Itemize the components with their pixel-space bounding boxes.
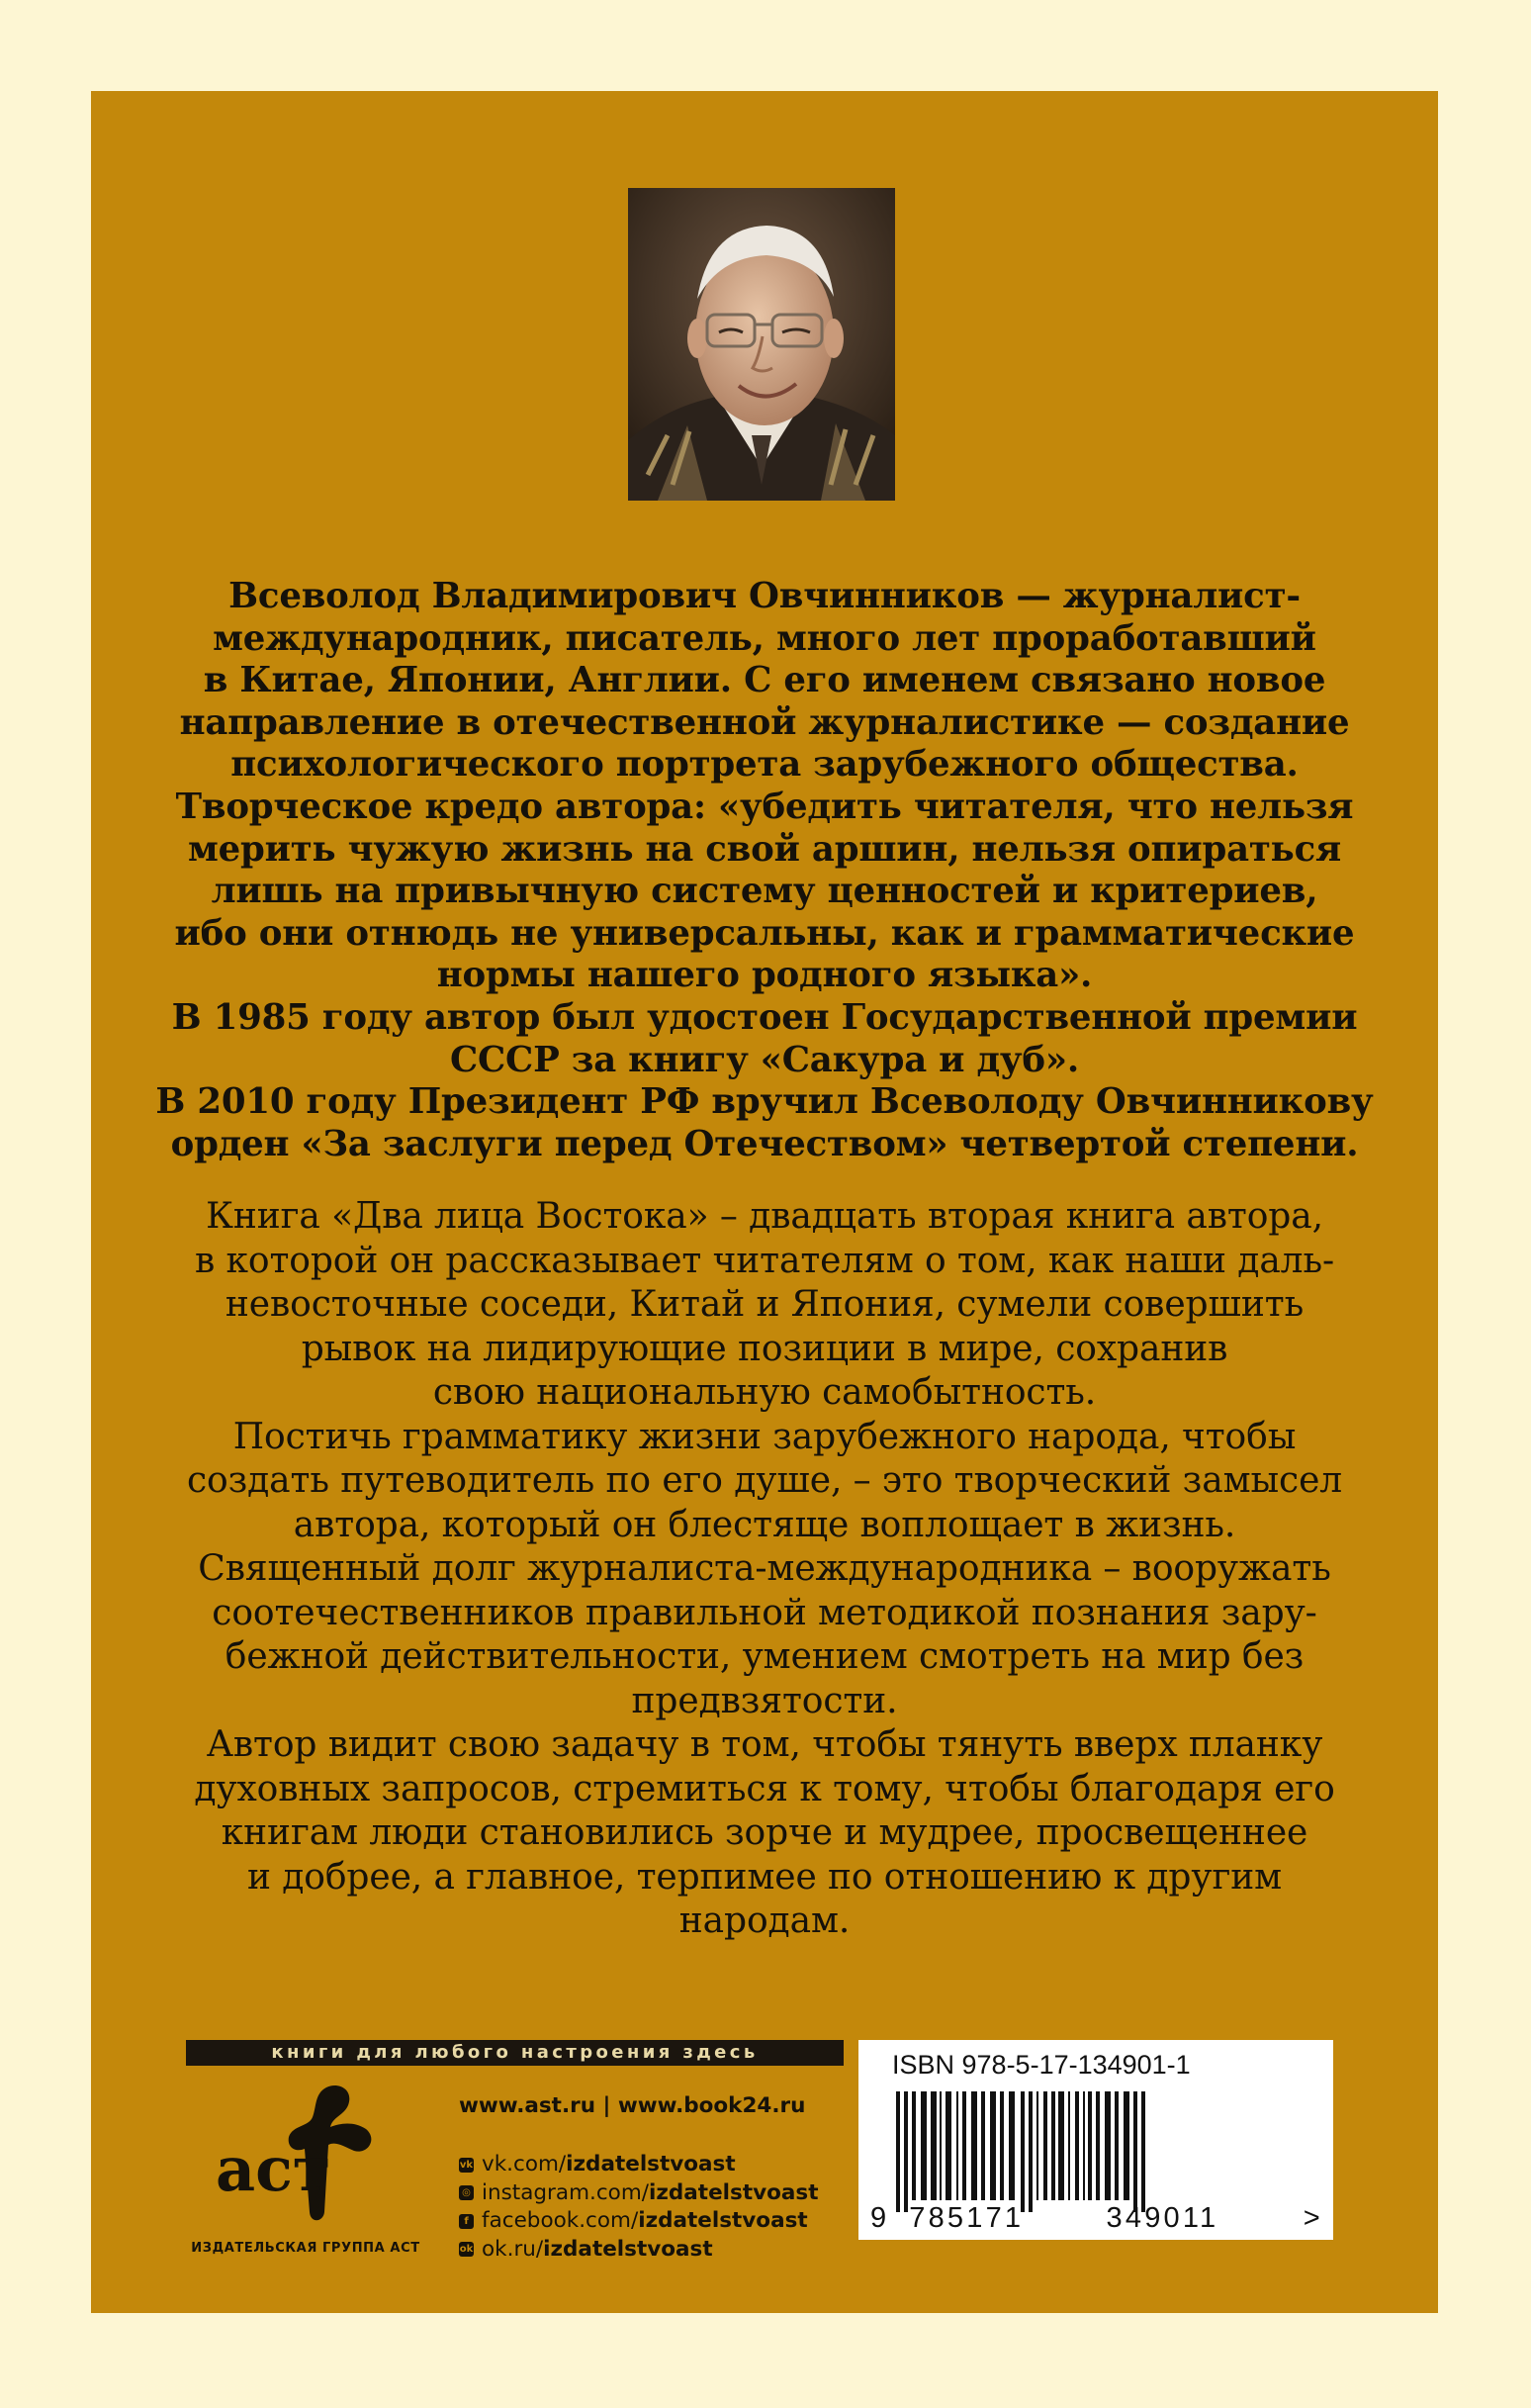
odnoklassniki-icon: ok: [459, 2244, 474, 2256]
tagline-banner: книги для любого настроения здесь: [186, 2040, 844, 2066]
description-line: рывок на лидирующие позиции в мире, сохранив: [301, 1328, 1228, 1369]
description-line: свою национальную самобытность.: [432, 1372, 1097, 1413]
description-line: предвзятости.: [631, 1680, 898, 1721]
author-bio: [150, 576, 1379, 1165]
social-link-odnoklassniki[interactable]: [459, 2236, 818, 2265]
ean-digit-group: 785171: [909, 2202, 1025, 2234]
book-back-cover: [91, 91, 1438, 2313]
social-prefix: vk.com/: [482, 2152, 567, 2176]
book-description: [150, 1195, 1379, 1944]
social-link-instagram[interactable]: [459, 2179, 818, 2208]
bio-line: лишь на привычную систему ценностей и критериев,: [211, 871, 1318, 912]
social-prefix: facebook.com/: [482, 2208, 639, 2233]
svg-text:аст: аст: [216, 2133, 331, 2205]
publisher-caption: ИЗДАТЕЛЬСКАЯ ГРУППА АСТ: [191, 2241, 420, 2256]
bio-line: направление в отечественной журналистике — создание: [179, 701, 1350, 743]
publisher-websites[interactable]: www.ast.ru | www.book24.ru: [459, 2093, 806, 2118]
social-handle: izdatelstvoast: [638, 2208, 808, 2233]
description-line: бежной действительности, умением смотреть на мир без: [225, 1636, 1305, 1677]
social-handle: izdatelstvoast: [566, 2152, 736, 2176]
description-line: соотечественников правильной методикой познания зару-: [212, 1592, 1317, 1633]
social-handle: izdatelstvoast: [649, 2179, 819, 2205]
bio-line: мерить чужую жизнь на свой аршин, нельзя опираться: [187, 828, 1342, 870]
bio-line: международник, писатель, много лет проработавший: [213, 617, 1316, 659]
description-line: невосточные соседи, Китай и Япония, сумели совершить: [225, 1284, 1305, 1325]
bio-line: в Китае, Японии, Англии. С его именем связано новое: [203, 660, 1326, 701]
description-line: автора, который он блестяще воплощает в жизнь.: [293, 1504, 1236, 1545]
bio-line: Всеволод Владимирович Овчинников — журналист-: [228, 576, 1301, 616]
vk-icon: vk: [459, 2159, 474, 2171]
social-prefix: instagram.com/: [482, 2179, 650, 2205]
social-links: [459, 2151, 818, 2264]
description-line: Автор видит свою задачу в том, чтобы тянуть вверх планку: [206, 1724, 1323, 1765]
ean-digit-group: >: [1303, 2202, 1323, 2234]
bio-line: орден «За заслуги перед Отечеством» четвертой степени.: [170, 1123, 1359, 1164]
author-photo: [628, 188, 895, 501]
bio-line: В 2010 году Президент РФ вручил Всеволоду Овчинникову: [155, 1081, 1374, 1123]
ean-digit-group: 349011: [1106, 2202, 1219, 2234]
description-line: создать путеводитель по его душе, – это творческий замысел: [186, 1460, 1343, 1501]
description-line: книгам люди становились зорче и мудрее, просвещеннее: [221, 1812, 1308, 1853]
description-line: Священный долг журналиста-международника – вооружать: [198, 1548, 1331, 1589]
ast-logo: [210, 2084, 388, 2232]
description-line: в которой он рассказывает читателям о том, как наши даль-: [194, 1240, 1335, 1281]
isbn-number: ISBN 978-5-17-134901-1: [892, 2050, 1191, 2080]
social-prefix: ok.ru/: [482, 2236, 544, 2262]
bio-line: нормы нашего родного языка».: [436, 955, 1093, 996]
instagram-icon: ◎: [459, 2185, 474, 2200]
ean-digits: [870, 2202, 1323, 2235]
ean-digit-group: 9: [870, 2202, 890, 2234]
description-line: и добрее, а главное, терпимее по отношению к другим: [246, 1856, 1283, 1898]
bio-line: СССР за книгу «Сакура и дуб».: [449, 1039, 1080, 1080]
isbn-barcode: [858, 2040, 1333, 2240]
social-link-facebook[interactable]: [459, 2207, 818, 2236]
description-line: Постичь грамматику жизни зарубежного народа, чтобы: [232, 1416, 1297, 1457]
bio-line: психологического портрета зарубежного общества.: [230, 744, 1299, 786]
social-handle: izdatelstvoast: [543, 2236, 713, 2262]
description-line: Книга «Два лица Востока» – двадцать вторая книга автора,: [206, 1196, 1323, 1237]
description-line: духовных запросов, стремиться к тому, чтобы благодаря его: [194, 1768, 1335, 1809]
description-line: народам.: [678, 1900, 851, 1941]
bio-line: ибо они отнюдь не универсальны, как и грамматические: [174, 912, 1355, 954]
social-link-vk[interactable]: [459, 2151, 818, 2179]
bio-line: Творческое кредо автора: «убедить читателя, что нельзя: [175, 786, 1354, 827]
facebook-icon: f: [459, 2214, 474, 2229]
bio-line: В 1985 году автор был удостоен Государственной премии: [171, 996, 1358, 1038]
